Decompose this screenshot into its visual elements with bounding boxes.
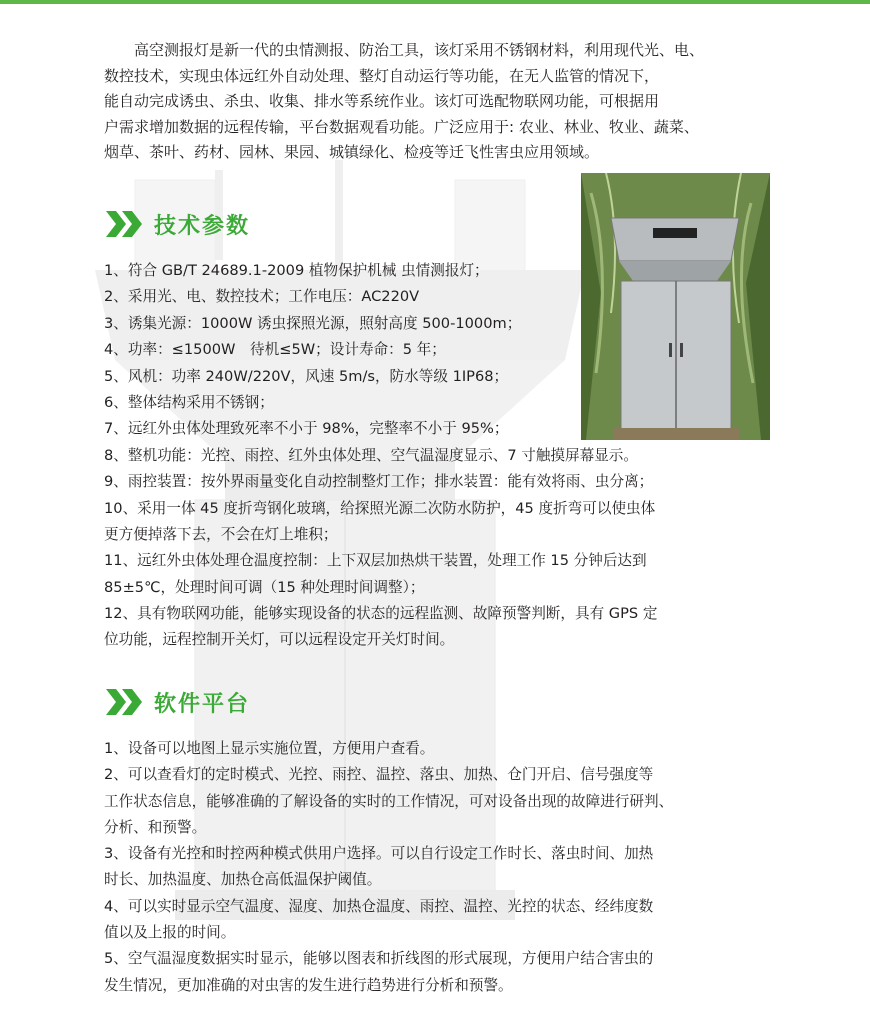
intro-line: 高空测报灯是新一代的虫情测报、防治工具，该灯采用不锈钢材料，利用现代光、电、 <box>104 41 705 59</box>
param-line: 1、符合 GB/T 24689.1-2009 植物保护机械 虫情测报灯； <box>104 262 489 279</box>
double-chevron-icon <box>104 687 144 717</box>
intro-line: 数控技术，实现虫体远红外自动处理、整灯自动运行等功能，在无人监管的情况下， <box>104 66 660 85</box>
intro-paragraph <box>104 38 774 166</box>
software-line: 值以及上报的时间。 <box>104 924 236 942</box>
software-section-header <box>104 684 250 720</box>
software-section-title: 软件平台 <box>154 691 251 717</box>
param-line: 位功能，远程控制开关灯，可以远程设定开关灯时间。 <box>104 631 455 649</box>
param-line: 2、采用光、电、数控技术；工作电压：AC220V <box>104 288 420 306</box>
intro-line: 户需求增加数据的远程传输，平台数据观看功能。广泛应用于: 农业、林业、牧业、蔬菜、 <box>104 117 699 136</box>
param-line: 3、诱集光源：1000W 诱虫探照光源，照射高度 500-1000m； <box>104 314 522 332</box>
tech-section-title: 技术参数 <box>154 213 251 239</box>
software-line: 1、设备可以地图上显示实施位置，方便用户查看。 <box>104 740 435 757</box>
param-line: 5、风机：功率 240W/220V，风速 5m/s，防水等级 1IP68； <box>104 367 509 385</box>
param-line: 10、采用一体 45 度折弯钢化玻璃，给探照光源二次防水防护，45 度折弯可以使虫体 <box>104 499 656 517</box>
tech-params-list <box>104 258 774 654</box>
param-line: 6、整体结构采用不锈钢； <box>104 393 274 411</box>
top-accent-bar <box>0 0 870 4</box>
param-line: 85±5℃，处理时间可调（15 种处理时间调整）； <box>104 578 425 596</box>
param-line: 11、远红外虫体处理仓温度控制：上下双层加热烘干装置，处理工作 15 分钟后达到 <box>104 552 647 570</box>
intro-line: 能自动完成诱虫、杀虫、收集、排水等系统作业。该灯可选配物联网功能，可根据用 <box>104 92 660 111</box>
param-line: 7、远红外虫体处理致死率不小于 98%，完整率不小于 95%； <box>104 420 509 438</box>
param-line: 12、具有物联网功能，能够实现设备的状态的远程监测、故障预警判断，具有 GPS 定 <box>104 605 658 623</box>
tech-section-header <box>104 206 250 242</box>
software-line: 5、空气温湿度数据实时显示，能够以图表和折线图的形式展现，方便用户结合害虫的 <box>104 950 654 968</box>
param-line: 9、雨控装置：按外界雨量变化自动控制整灯工作；排水装置：能有效将雨、虫分离； <box>104 473 654 491</box>
intro-line: 烟草、茶叶、药材、园林、果园、城镇绿化、检疫等迁飞性害虫应用领域。 <box>104 143 600 162</box>
software-line: 2、可以查看灯的定时模式、光控、雨控、温控、落虫、加热、仓门开启、信号强度等 <box>104 766 654 784</box>
software-line: 工作状态信息，能够准确的了解设备的实时的工作情况，可对设备出现的故障进行研判、 <box>104 792 674 810</box>
software-list <box>104 736 774 999</box>
double-chevron-icon <box>104 209 144 239</box>
param-line: 8、整机功能：光控、雨控、红外虫体处理、空气温湿度显示、7 寸触摸屏幕显示。 <box>104 446 638 464</box>
software-line: 时长、加热温度、加热仓高低温保护阈值。 <box>104 871 382 889</box>
software-line: 发生情况，更加准确的对虫害的发生进行趋势进行分析和预警。 <box>104 976 513 994</box>
software-line: 3、设备有光控和时控两种模式供用户选择。可以自行设定工作时长、落虫时间、加热 <box>104 845 654 863</box>
software-line: 4、可以实时显示空气温度、湿度、加热仓温度、雨控、温控、光控的状态、经纬度数 <box>104 897 654 915</box>
param-line: 4、功率：≤1500W 待机≤5W；设计寿命：5 年； <box>104 341 446 359</box>
software-line: 分析、和预警。 <box>104 818 207 836</box>
param-line: 更方便掉落下去，不会在灯上堆积； <box>104 525 338 543</box>
